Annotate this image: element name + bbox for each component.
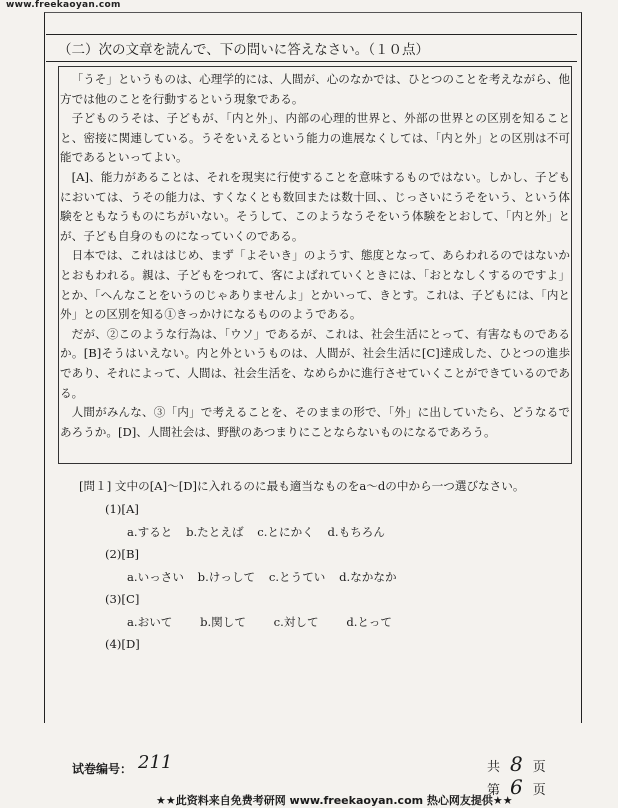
passage-paragraph: 人間がみんな、③「内」で考えることを、そのままの形で、「外」に出していたら、どうなるであろうか。[D]、人間社会は、野獣のあつまりにことならないものになるであろう。 bbox=[60, 405, 570, 439]
question-options bbox=[127, 613, 559, 632]
passage-paragraph: だが、②このような行為は、「ウソ」であるが、これは、社会生活にとって、有害なものであるか。[B]そうはいえない。内と外というものは、人間が、社会生活に[C]達成した、ひとつの進歩であり、それによって、人間は、社会生活を、なめらかに進行させていくことができているのである。 bbox=[60, 326, 570, 400]
total-prefix: 共 bbox=[487, 760, 501, 775]
option: d.とって bbox=[346, 615, 392, 629]
question-item-label: (1)[A] bbox=[105, 502, 139, 516]
site-url: www.freekaoyan.com bbox=[6, 0, 121, 10]
passage-paragraph: [A]、能力があることは、それを現実に行使することを意味するものではない。しかし、子どもにおいては、うその能力は、すくなくとも数回または数十回、、じっさいにうそをいう、という体験をともなうものにちがいない。そうして、このようなうそをいう体験をとおして、「内と外」とが、子ども自身のものになっていくのである。 bbox=[60, 169, 570, 243]
option: a.おいて bbox=[127, 615, 173, 629]
page-prefix: 第 bbox=[487, 783, 501, 798]
section-title: （二）次の文章を読んで、下の問いに答えなさい。（１０点） bbox=[58, 42, 429, 58]
total-suffix: 页 bbox=[532, 760, 546, 775]
exam-code-label: 试卷编号： bbox=[72, 762, 133, 776]
passage-paragraph: 「うそ」というものは、心理学的には、人間が、心のなかでは、ひとつのことを考えながら、他方では他のことを行動するという現象である。 bbox=[60, 72, 570, 106]
exam-code: 211 bbox=[138, 752, 173, 773]
option: c.対して bbox=[273, 615, 319, 629]
option: d.もちろん bbox=[327, 525, 385, 539]
passage bbox=[60, 70, 570, 442]
option: b.けっして bbox=[197, 570, 256, 584]
option: b.たとえば bbox=[186, 525, 244, 539]
source-banner: ★★此资料来自免费考研网 www.freekaoyan.com 热心网友提供★★ bbox=[156, 794, 513, 807]
current-page: 6 bbox=[510, 775, 523, 799]
page-total bbox=[487, 752, 546, 776]
option: a.すると bbox=[127, 525, 173, 539]
total-pages: 8 bbox=[510, 752, 523, 776]
passage-paragraph: 子どものうそは、子どもが、「内と外」、内部の心理的世界と、外部の世界との区別を知ることと、密接に関連している。うそをいえるという能力の進展なくしては、「内と外」との区別は不可能であるといってよい。 bbox=[60, 111, 570, 165]
question-options bbox=[127, 568, 559, 587]
question-item-label: (3)[C] bbox=[105, 592, 140, 606]
option: a.いっさい bbox=[127, 570, 184, 584]
option: c.とうてい bbox=[268, 570, 326, 584]
question-item-label: (2)[B] bbox=[105, 547, 139, 561]
question-options bbox=[127, 523, 559, 542]
passage-paragraph: 日本では、これははじめ、まず「よそいき」のようす、態度となって、あらわれるのではないかとおもわれる。親は、子どもをつれて、客によばれていくときには、「おとなしくするのですよ」とか、「へんなことをいうのじゃありませんよ」とかいって、きとす。これは、子どもには、「内と外」との区別を知る①きっかけになるもののようである。 bbox=[60, 248, 570, 322]
option: c.とにかく bbox=[257, 525, 314, 539]
page-suffix: 页 bbox=[532, 783, 546, 798]
option: d.なかなか bbox=[339, 570, 397, 584]
question-intro: [問１] 文中の[A]～[D]に入れるのに最も適当なものをa～dの中から一つ選びなさい。 bbox=[79, 479, 525, 493]
question-block bbox=[79, 477, 559, 654]
option: b.関して bbox=[200, 615, 246, 629]
question-item-label: (4)[D] bbox=[105, 637, 140, 651]
